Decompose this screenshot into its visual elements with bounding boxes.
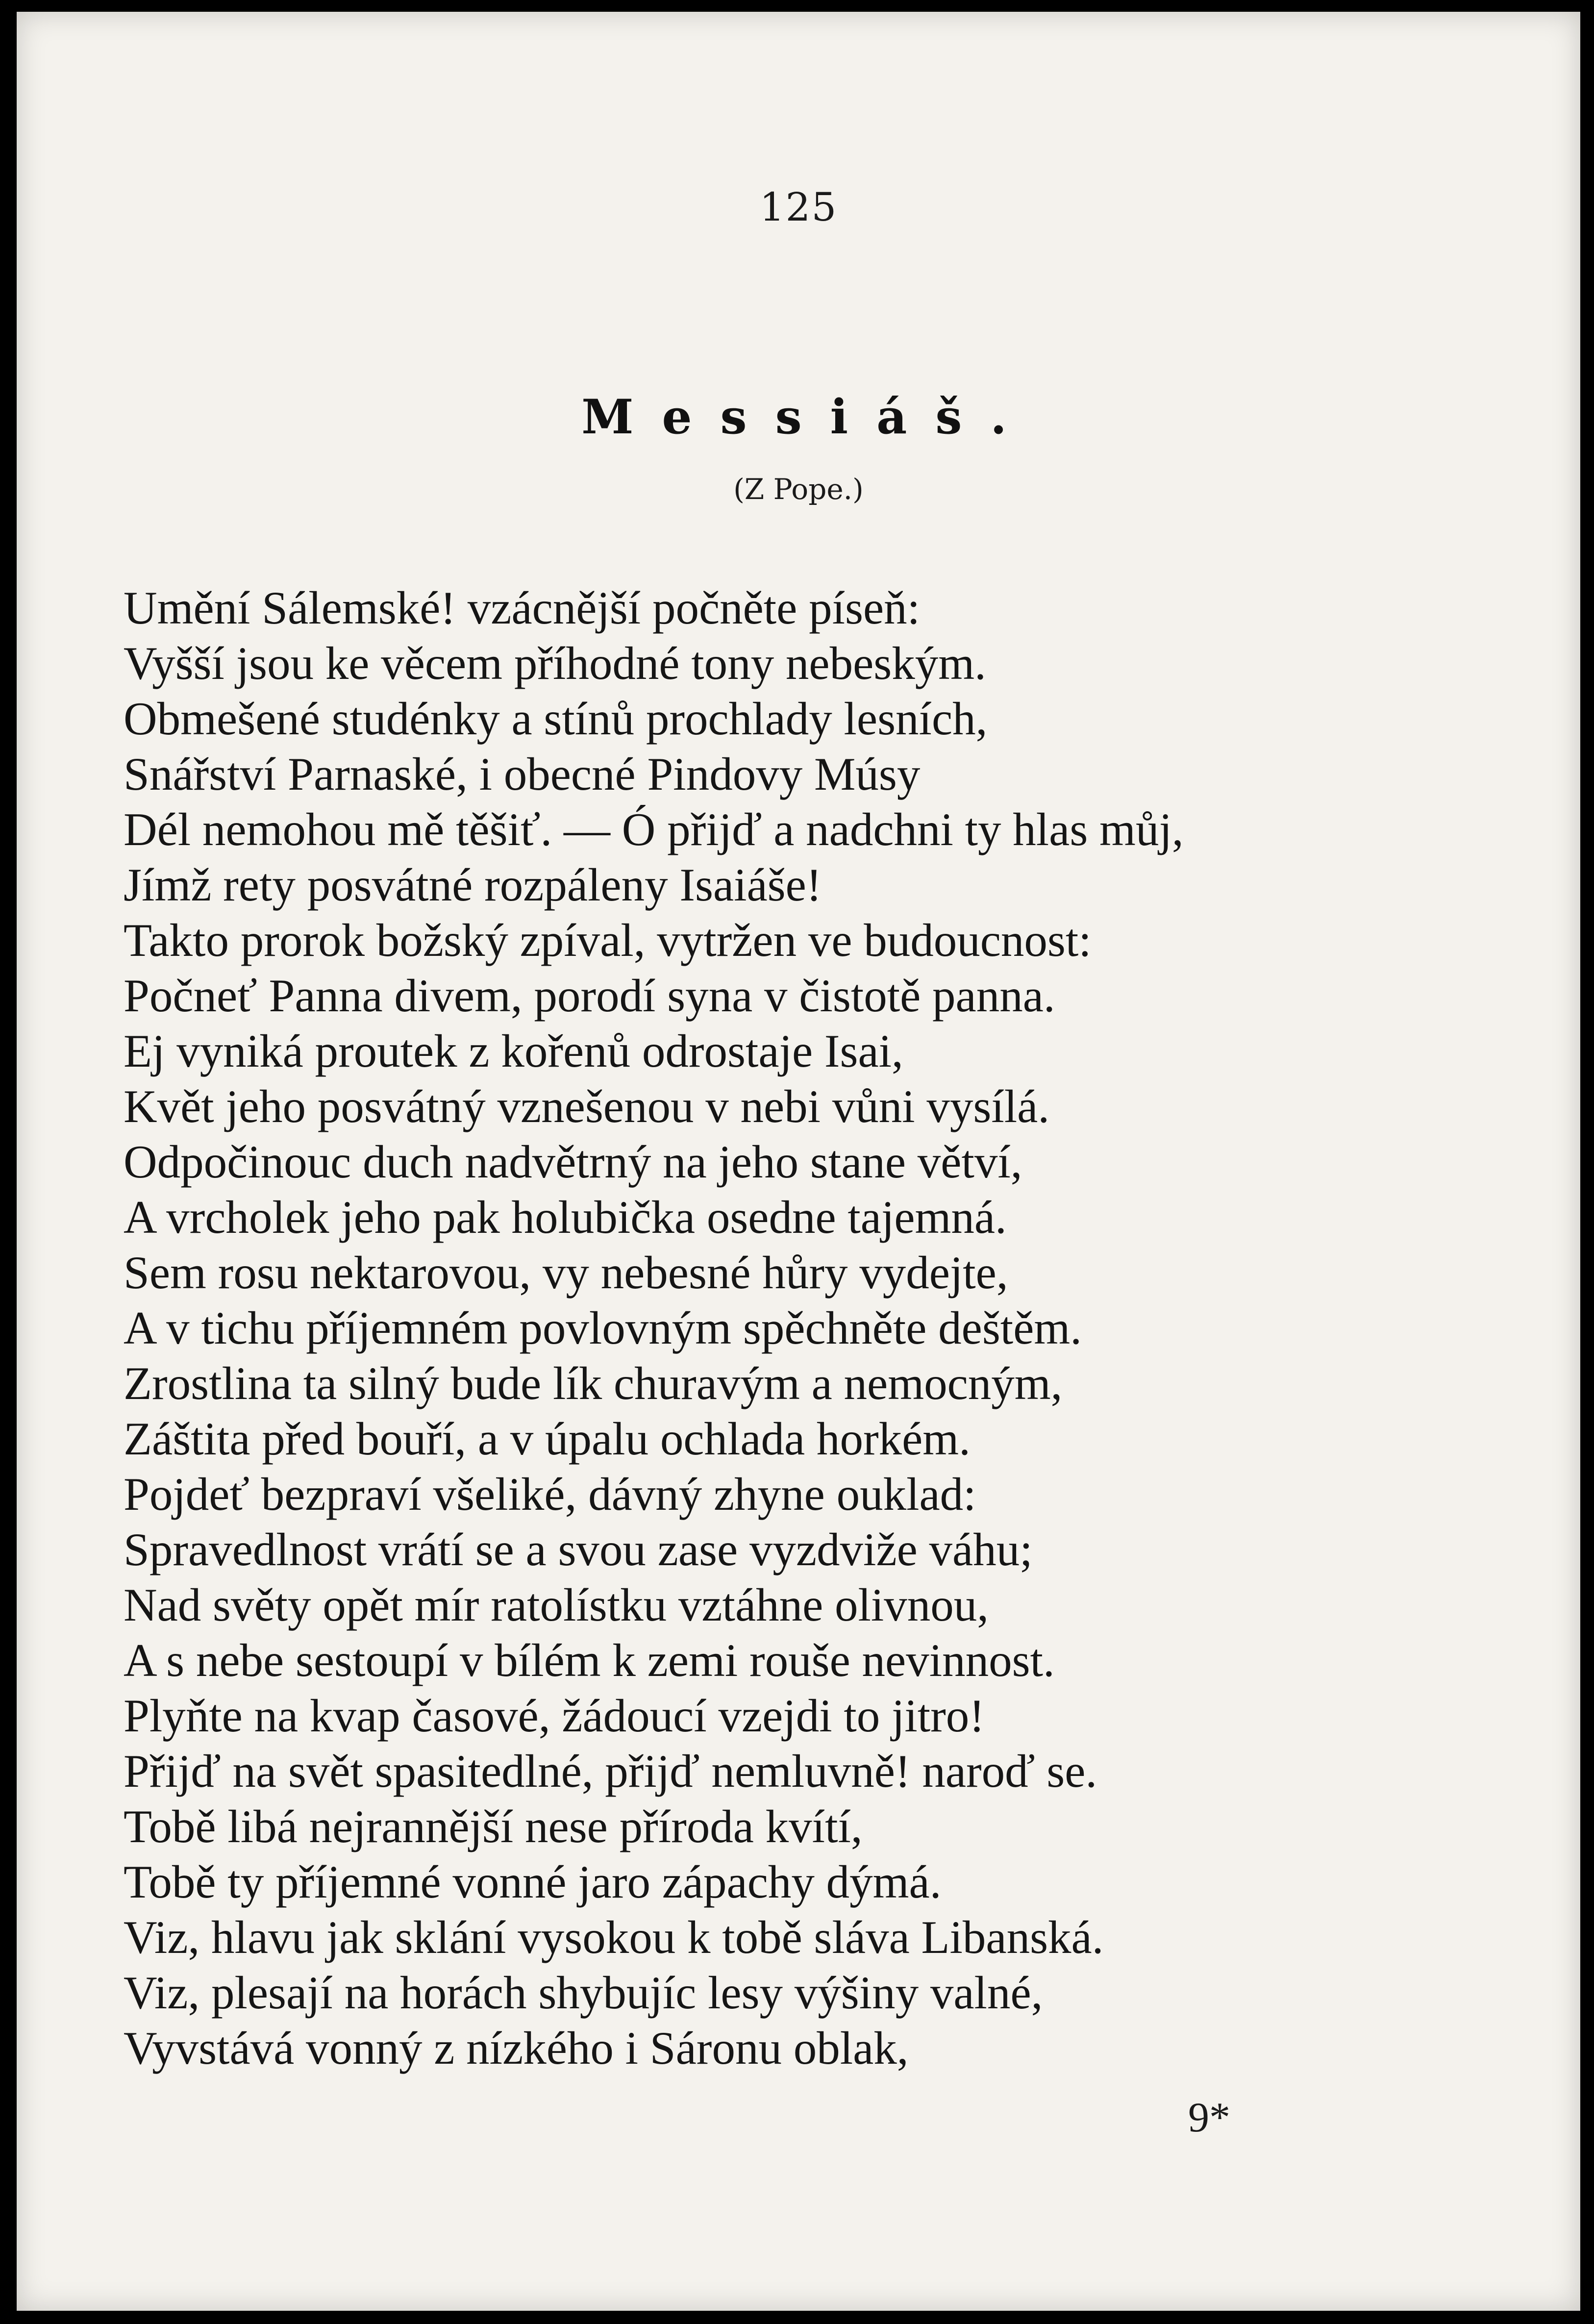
poem-line: Květ jeho posvátný vznešenou v nebi vůni vysílá. — [124, 1080, 1050, 1132]
poem-line: Tobě libá nejrannější nese příroda kvítí, — [124, 1800, 863, 1852]
poem-line: Nad světy opět mír ratolístku vztáhne olivnou, — [124, 1579, 989, 1631]
poem-body — [124, 580, 1471, 2076]
poem-line: Vyvstává vonný z nízkého i Sáronu oblak, — [124, 2022, 909, 2074]
poem-line: Snářství Parnaské, i obecné Pindovy Músy — [124, 748, 921, 800]
poem-line: Odpočinouc duch nadvětrný na jeho stane větví, — [124, 1136, 1022, 1188]
poem-line: A vrcholek jeho pak holubička osedne tajemná. — [124, 1191, 1007, 1243]
poem-line: Vyšší jsou ke věcem příhodné tony nebeským. — [124, 637, 986, 689]
poem-line: Pojdeť bezpraví všeliké, dávný zhyne ouklad: — [124, 1468, 976, 1520]
poem-line: A v tichu příjemném povlovným spěchněte deštěm. — [124, 1302, 1082, 1354]
poem-line: Viz, plesají na horách shybujíc lesy výšiny valné, — [124, 1967, 1043, 2019]
poem-line: Spravedlnost vrátí se a svou zase vyzdviže váhu; — [124, 1524, 1033, 1575]
poem-line: Počneť Panna divem, porodí syna v čistotě panna. — [124, 970, 1055, 1022]
page-number: 125 — [759, 184, 838, 230]
poem-line: Přijď na svět spasitedlné, přijď nemluvně! naroď se. — [124, 1745, 1097, 1797]
poem-line: Zrostlina ta silný bude lík churavým a nemocným, — [124, 1357, 1063, 1409]
poem-line: Tobě ty příjemné vonné jaro zápachy dýmá. — [124, 1856, 942, 1908]
poem-title: Messiáš. — [581, 389, 1035, 445]
signature-mark: 9* — [1188, 2094, 1230, 2141]
poem-line: A s nebe sestoupí v bílém k zemi rouše nevinnost. — [124, 1634, 1055, 1686]
poem-line: Dél nemohou mě těšiť. — Ó přijď a nadchni ty hlas můj, — [124, 803, 1184, 855]
poem-line: Sem rosu nektarovou, vy nebesné hůry vydejte, — [124, 1247, 1008, 1299]
book-page — [17, 12, 1580, 2311]
poem-line: Plyňte na kvap časové, žádoucí vzejdi to jitro! — [124, 1690, 985, 1742]
poem-line: Viz, hlavu jak sklání vysokou k tobě sláva Libanská. — [124, 1911, 1104, 1963]
poem-line: Jímž rety posvátné rozpáleny Isaiáše! — [124, 859, 822, 911]
poem-subtitle: (Z Pope.) — [733, 473, 864, 506]
poem-line: Obmešené studénky a stínů prochlady lesních, — [124, 693, 988, 745]
poem-line: Záštita před bouří, a v úpalu ochlada horkém. — [124, 1413, 971, 1465]
poem-line: Takto prorok božský zpíval, vytržen ve budoucnost: — [124, 914, 1092, 966]
poem-line: Umění Sálemské! vzácnější počněte píseň: — [124, 582, 921, 634]
poem-line: Ej vyniká proutek z kořenů odrostaje Isai, — [124, 1025, 903, 1077]
